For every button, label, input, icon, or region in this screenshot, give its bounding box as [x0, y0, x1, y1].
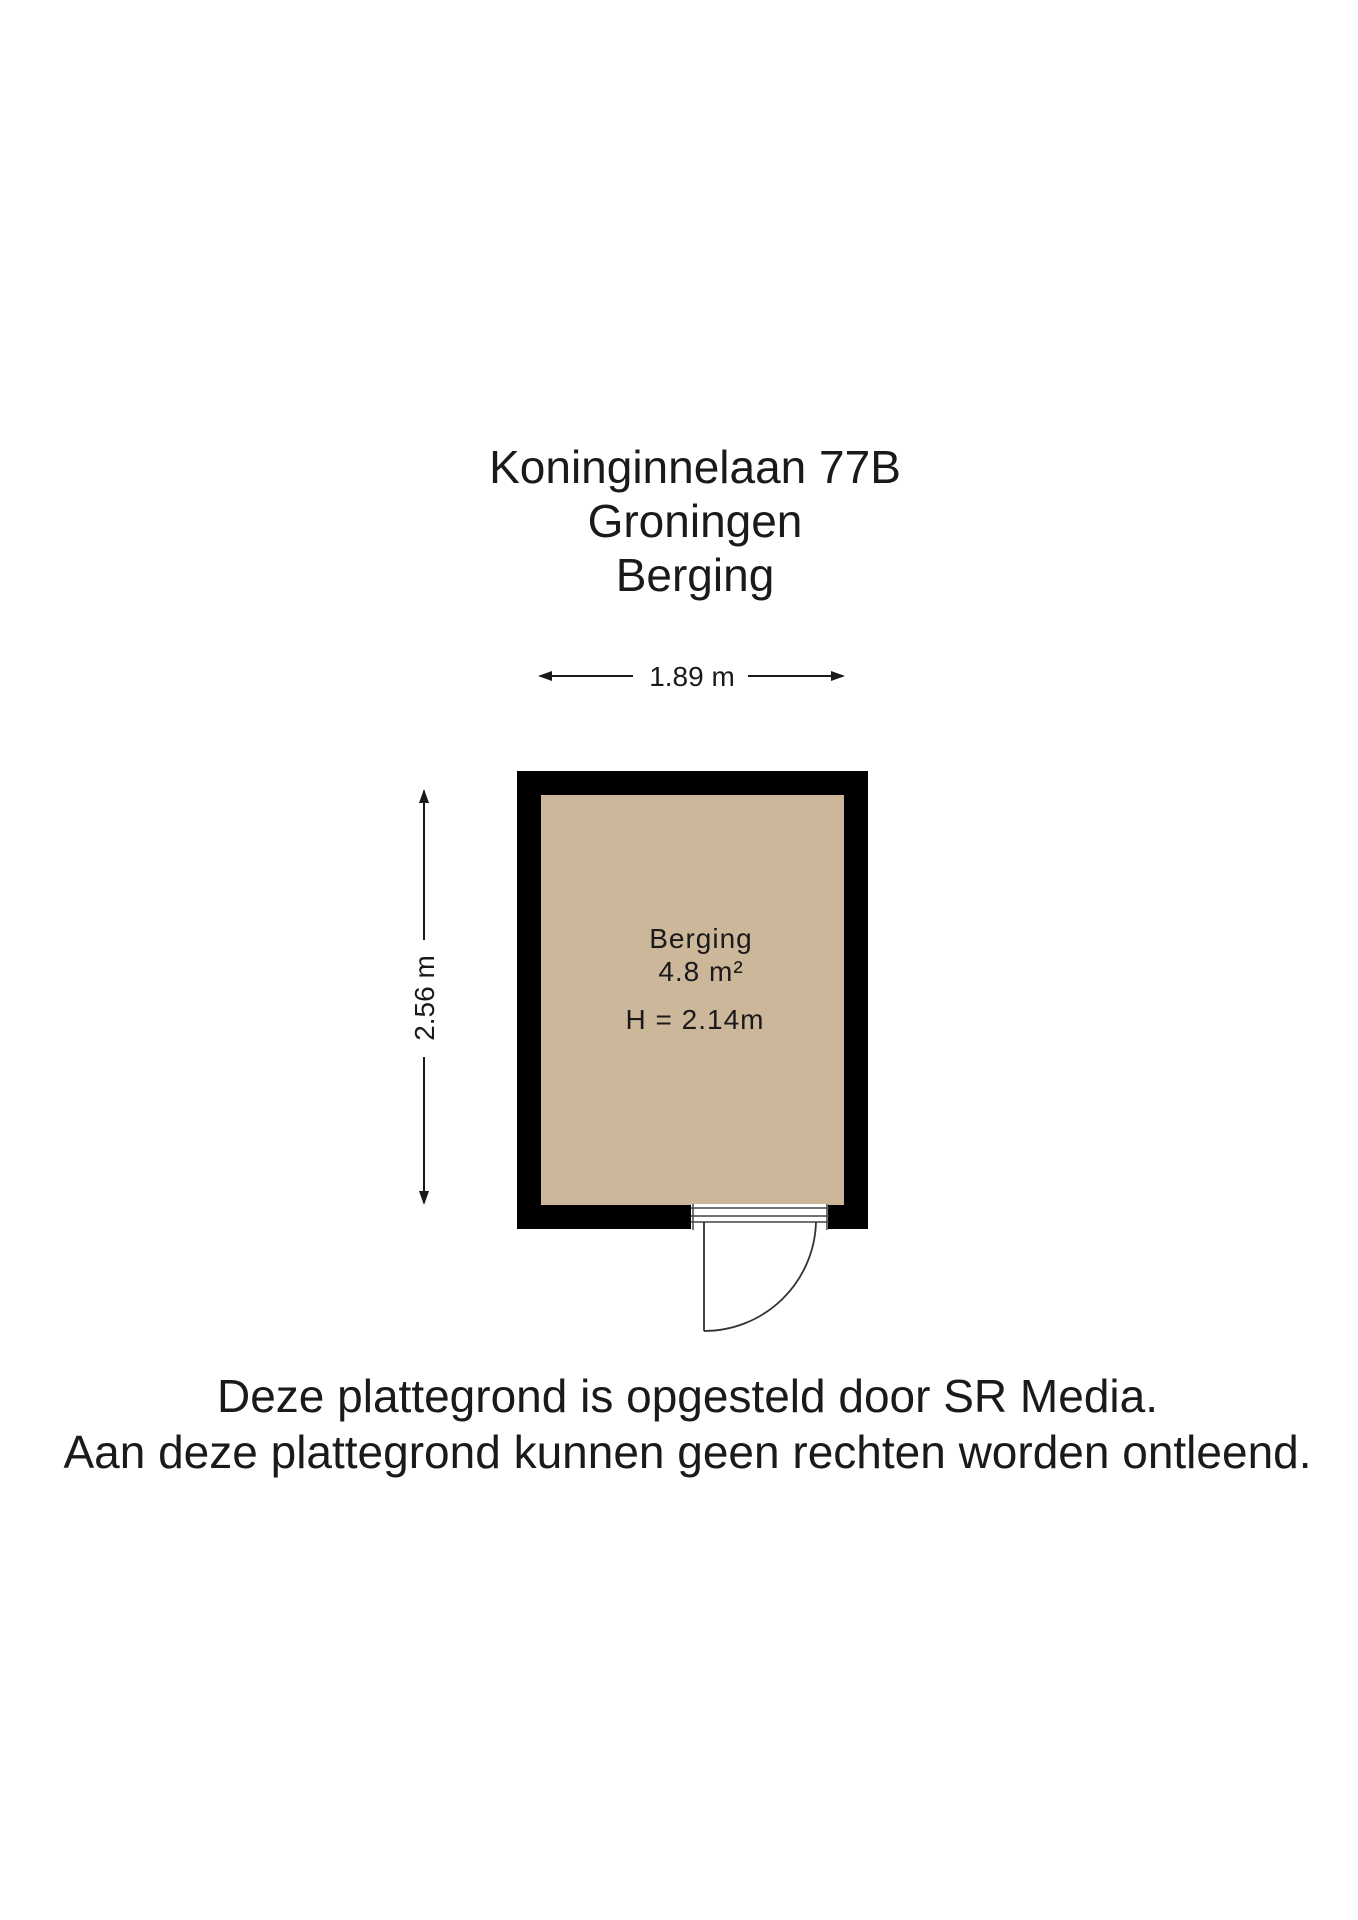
- width-dimension-label: 1.89 m: [649, 661, 735, 692]
- width-dimension: [540, 661, 843, 692]
- depth-dimension-label: 2.56 m: [409, 955, 440, 1041]
- floor-title: Berging: [615, 549, 775, 601]
- door-swing: [704, 1222, 816, 1331]
- room-berging: [517, 771, 868, 1230]
- room-name-label: Berging: [649, 923, 753, 954]
- door-swing-arc: [704, 1222, 816, 1331]
- depth-dimension: [409, 791, 440, 1203]
- room-floor: [541, 795, 844, 1205]
- address-title: Koninginnelaan 77B: [489, 441, 901, 493]
- plan-disclaimer: [0, 1368, 1358, 1480]
- disclaimer-line-2: Aan deze plattegrond kunnen geen rechten worden ontleend.: [63, 1426, 1312, 1478]
- disclaimer-line-1: Deze plattegrond is opgesteld door SR Media.: [216, 1370, 1158, 1422]
- city-title: Groningen: [587, 495, 803, 547]
- room-area-label: 4.8 m²: [658, 956, 744, 987]
- room-height-label: H = 2.14m: [625, 1004, 765, 1035]
